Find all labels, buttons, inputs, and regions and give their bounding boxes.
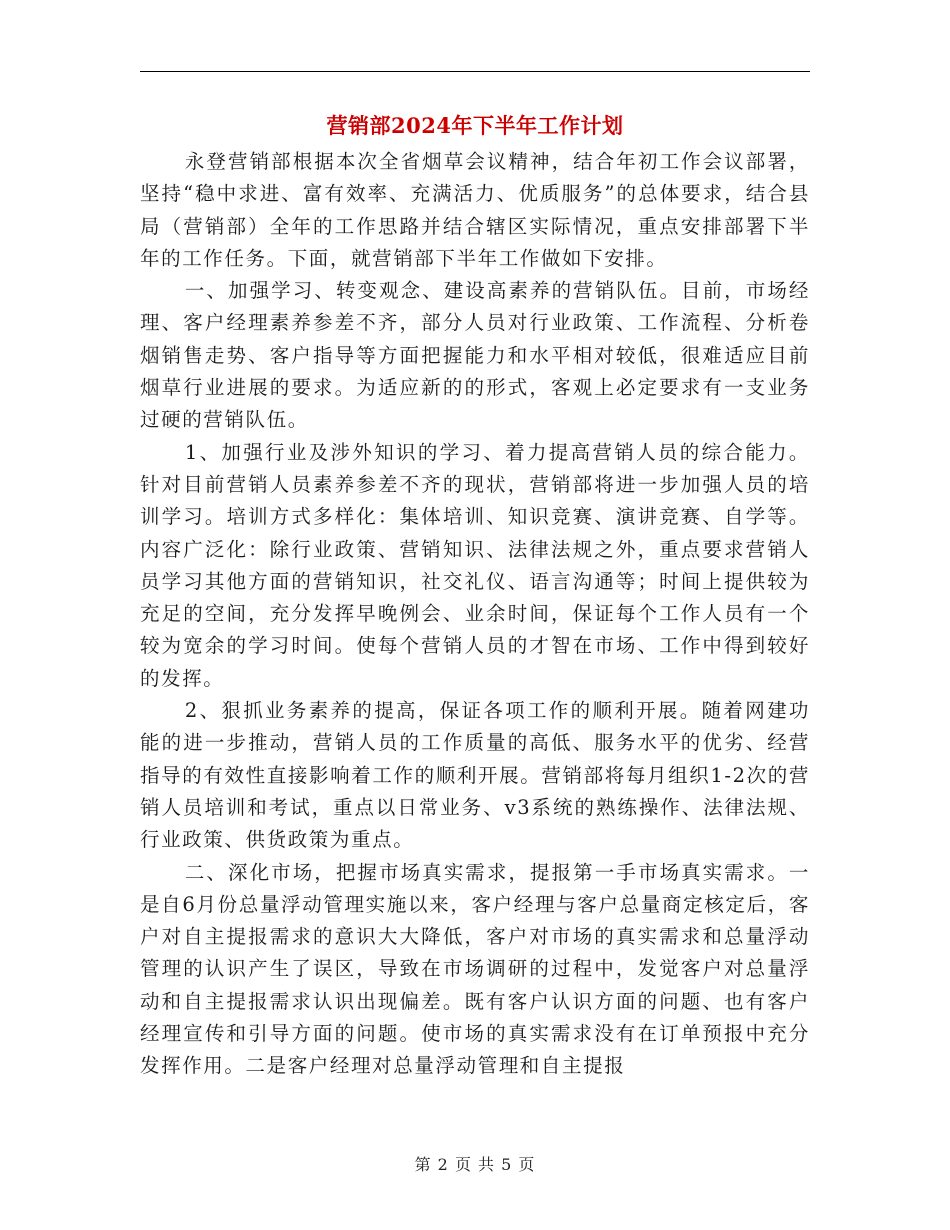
- paragraph-section-1: 一、加强学习、转变观念、建设高素养的营销队伍。目前，市场经理、客户经理素养参差不齐，部分人员对行业政策、工作流程、分析卷烟销售走势、客户指导等方面把握能力和水平相对较低，很难适应目前烟草行业进展的要求。为适应新的的形式，客观上必定要求有一支业务过硬的营销队伍。: [140, 279, 810, 432]
- page-number: 第 2 页 共 5 页: [414, 1155, 536, 1174]
- document-title: 营销部2024年下半年工作计划: [326, 113, 624, 138]
- header-rule: [140, 71, 810, 72]
- paragraph-intro: 永登营销部根据本次全省烟草会议精神，结合年初工作会议部署，坚持“稳中求进、富有效率、充满活力、优质服务”的总体要求，结合县局（营销部）全年的工作思路并结合辖区实际情况，重点安排部署下半年的工作任务。下面，就营销部下半年工作做如下安排。: [140, 150, 810, 270]
- paragraph-item-2: 2、狠抓业务素养的提高，保证各项工作的顺利开展。随着网建功能的进一步推动，营销人员的工作质量的高低、服务水平的优劣、经营指导的有效性直接影响着工作的顺利开展。营销部将每月组织1-2次的营销人员培训和考试，重点以日常业务、v3系统的熟练操作、法律法规、行业政策、供货政策为重点。: [140, 699, 810, 852]
- paragraph-section-2: 二、深化市场，把握市场真实需求，提报第一手市场真实需求。一是自6月份总量浮动管理实施以来，客户经理与客户总量商定核定后，客户对自主提报需求的意识大大降低，客户对市场的真实需求和总量浮动管理的认识产生了误区，导致在市场调研的过程中，发觉客户对总量浮动和自主提报需求认识出现偏差。既有客户认识方面的问题、也有客户经理宣传和引导方面的问题。使市场的真实需求没有在订单预报中充分发挥作用。二是客户经理对总量浮动管理和自主提报: [140, 860, 810, 1078]
- paragraph-item-1: 1、加强行业及涉外知识的学习、着力提高营销人员的综合能力。针对目前营销人员素养参差不齐的现状，营销部将进一步加强人员的培训学习。培训方式多样化：集体培训、知识竞赛、演讲竞赛、自学等。内容广泛化：除行业政策、营销知识、法律法规之外，重点要求营销人员学习其他方面的营销知识，社交礼仪、语言沟通等；时间上提供较为充足的空间，充分发挥早晚例会、业余时间，保证每个工作人员有一个较为宽余的学习时间。使每个营销人员的才智在市场、工作中得到较好的发挥。: [140, 440, 810, 690]
- document-body: [140, 146, 810, 1083]
